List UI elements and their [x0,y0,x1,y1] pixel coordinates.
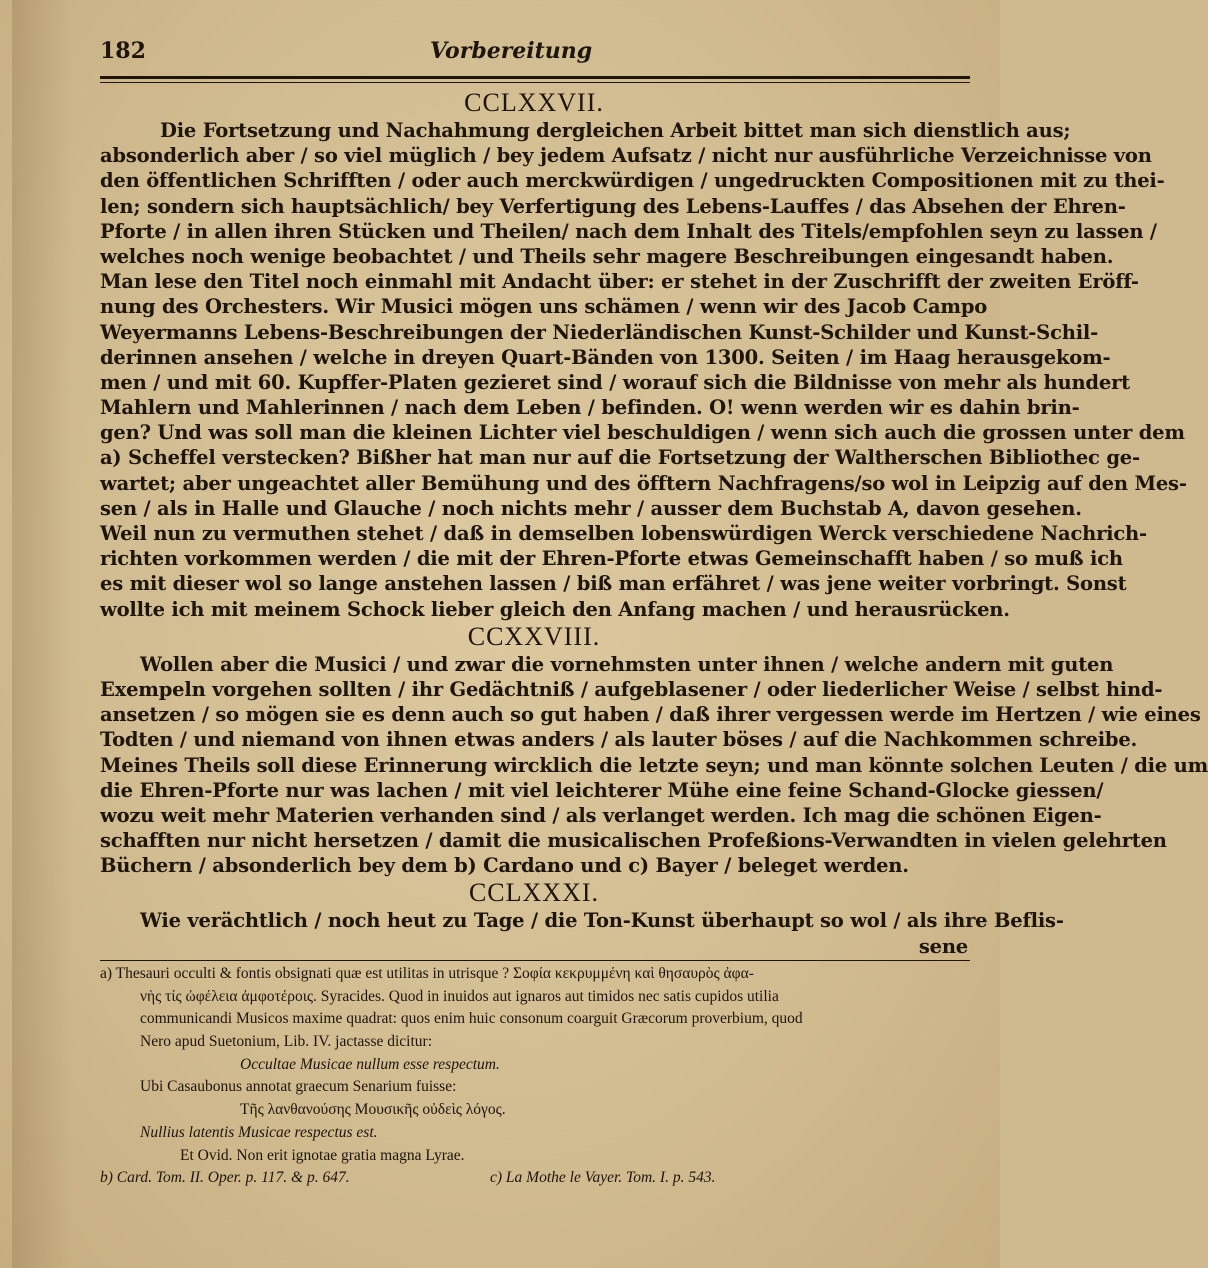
text-line: absonderlich aber / so viel müglich / bey jedem Aufsatz / nicht nur ausführliche Verzeichnisse von [100,144,1152,168]
text-line: es mit dieser wol so lange anstehen lassen / biß man erfähret / was jene weiter vorbringt. Sonst [100,572,1127,596]
page-number: 182 [100,38,146,64]
text-line: sen / als in Halle und Glauche / noch nichts mehr / ausser dem Buchstab A, davon gesehen. [100,496,1082,520]
text-line: men / und mit 60. Kupffer-Platen gezieret sind / worauf sich die Bildnisse von mehr als hundert [100,370,1130,394]
text-line: Mahlern und Mahlerinnen / nach dem Leben / befinden. O! wenn werden wir es dahin brin- [100,396,1080,420]
text-line: Wollen aber die Musici / und zwar die vornehmsten unter ihnen / welche andern mit guten [140,652,1114,676]
text-line: ansetzen / so mögen sie es denn auch so gut haben / daß ihrer vergessen werde im Hertzen / wie eines [100,703,1201,727]
text-line: Exempeln vorgehen sollten / ihr Gedächtniß / aufgeblasener / oder liederlicher Weise / selbst hind- [100,677,1163,701]
section-title: CCLXXXI. [468,878,600,908]
footnote-refs [100,1167,970,1190]
footnote-line: νὴς τίς ὠφέλεια ἀμφοτέροις. Syracides. Quod in inuidos aut ignaros aut timidos nec satis cupidos utilia [140,987,779,1005]
text-line: die Ehren-Pforte nur was lachen / mit viel leichterer Mühe eine feine Schand-Glocke giessen/ [100,778,1104,802]
running-title: Vorbereitung [430,38,593,64]
text-line: len; sondern sich hauptsächlich/ bey Verfertigung des Lebens-Lauffes / das Absehen der Ehren- [100,194,1126,218]
text-line: gen? Und was soll man die kleinen Lichter viel beschuldigen / wenn sich auch die grossen unter dem [100,421,1185,445]
footnote-line: a) Thesauri occulti & fontis obsignati quæ est utilitas in utrisque ? Σοφία κεκρυμμένη καὶ θησαυρὸς ἀφα- [100,965,754,982]
footnotes [100,963,970,1190]
paragraph [100,652,1208,879]
text-line: schafften nur nicht hersetzen / damit die musicalischen Profeßions-Verwandten in vielen gelehrten [100,829,1167,853]
page-header [100,38,970,68]
section-title: CCLXXVII. [464,88,604,117]
text-line: wollte ich mit meinem Schock lieber gleich den Anfang machen / und herausrücken. [100,597,1010,621]
text-line: nung des Orchesters. Wir Musici mögen uns schämen / wenn wir des Jacob Campo [100,295,988,319]
text-line: richten vorkommen werden / die mit der Ehren-Pforte etwas Gemeinschafft haben / so muß ich [100,547,1123,571]
main-text [100,88,1208,959]
paragraph [100,908,1064,958]
footnote-ref-c: c) La Mothe le Vayer. Tom. I. p. 543. [490,1169,716,1187]
text-line: wartet; aber ungeachtet aller Bemühung und des öfftern Nachfragens/so wol in Leipzig auf den Mes- [100,471,1187,495]
footnote-line: Ubi Casaubonus annotat graecum Senarium fuisse: [140,1078,457,1096]
text-line: Wie verächtlich / noch heut zu Tage / die Ton-Kunst überhaupt so wol / als ihre Beflis- [140,909,1064,933]
footnote-ref-b: b) Card. Tom. II. Oper. p. 117. & p. 647. [100,1169,350,1187]
text-line: Pforte / in allen ihren Stücken und Theilen/ nach dem Inhalt des Titels/empfohlen seyn zu lassen / [100,219,1157,243]
footnote-line: communicandi Musicos maxime quadrat: quos enim huic consonum coarguit Græcorum proverbium, quod [140,1010,803,1028]
header-rule [100,76,970,79]
catchword: sene [918,934,968,958]
footnote-rule [100,960,970,961]
footnote-line: Nero apud Suetonium, Lib. IV. jactasse dicitur: [140,1033,433,1051]
text-line: den öffentlichen Schrifften / oder auch merckwürdigen / ungedruckten Compositionen mit zu thei- [100,169,1165,193]
text-line: a) Scheffel verstecken? Bißher hat man nur auf die Fortsetzung der Waltherschen Bibliothec ge- [100,446,1140,470]
footnote-greek: Τῆς λανθανούσης Μουσικῆς οὐδεὶς λόγος. [240,1101,506,1119]
text-line: Todten / und niemand von ihnen etwas anders / als lauter böses / auf die Nachkommen schreibe. [100,728,1138,752]
footnote-line: Et Ovid. Non erit ignotae gratia magna Lyrae. [180,1146,465,1164]
binding-shadow [12,0,72,1268]
text-line: Weyermanns Lebens-Beschreibungen der Niederländischen Kunst-Schilder und Kunst-Schil- [100,320,1099,344]
footnote-quote: Occultae Musicae nullum esse respectum. [240,1055,500,1073]
text-line: Die Fortsetzung und Nachahmung dergleichen Arbeit bittet man sich dienstlich aus; [160,119,1071,142]
text-line: Weil nun zu vermuthen stehet / daß in demselben lobenswürdigen Werck verschiedene Nachrich- [100,522,1147,545]
text-line: Meines Theils soll diese Erinnerung wircklich die letzte seyn; und man könnte solchen Leuten / die um [100,753,1208,777]
text-line: derinnen ansehen / welche in dreyen Quart-Bänden von 1300. Seiten / im Haag herausgekom- [100,345,1111,369]
footnote-quote: Nullius latentis Musicae respectus est. [140,1123,378,1141]
text-line: welches noch wenige beobachtet / und Theils sehr magere Beschreibungen eingesandt haben. [100,244,1114,268]
text-line: wozu weit mehr Materien verhanden sind / als verlanget werden. Ich mag die schönen Eigen- [100,803,1102,827]
section-title: CCXXVIII. [467,621,601,651]
paragraph [100,118,1187,622]
text-line: Man lese den Titel noch einmahl mit Andacht über: er stehet in der Zuschrifft der zweiten Eröff- [100,270,1139,294]
text-line: Büchern / absonderlich bey dem b) Cardano und c) Bayer / beleget werden. [100,854,909,878]
header-rule-thin [100,82,970,83]
